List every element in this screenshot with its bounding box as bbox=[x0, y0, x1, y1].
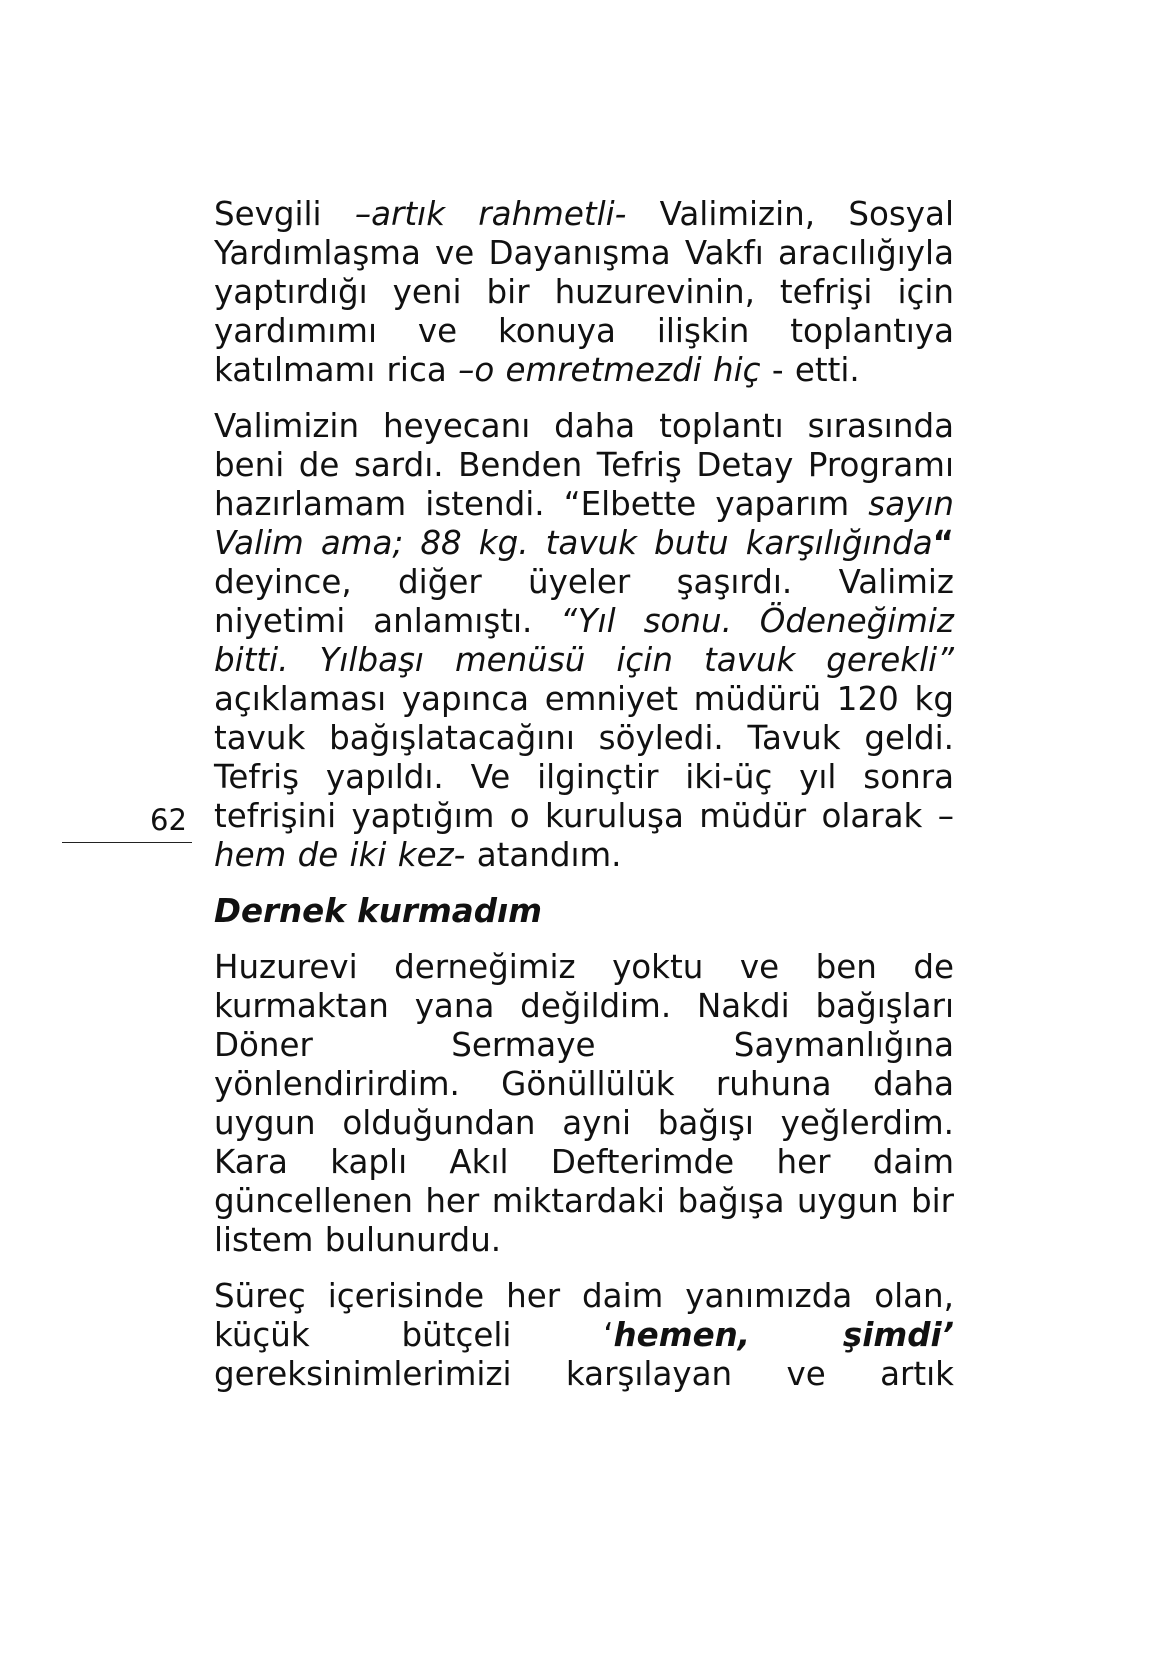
p2-text-h: atandım. bbox=[465, 836, 622, 874]
page-number: 62 bbox=[150, 803, 187, 837]
p2-text-d: deyince, diğer üyeler şaşırdı. Valimiz niyetimi anlamıştı. bbox=[214, 563, 954, 640]
p4-text-a: Süreç içerisinde her daim yanımızda olan, küçük bütçeli bbox=[214, 1277, 954, 1354]
p4-text-d: gereksinimlerimizi karşılayan ve artık bbox=[214, 1355, 954, 1393]
p1-italic-d: –o emretmezdi hiç bbox=[458, 351, 761, 389]
p4-quote-open: ‘ bbox=[603, 1316, 614, 1354]
paragraph-4 bbox=[214, 1277, 954, 1394]
paragraph-3: Huzurevi derneğimiz yoktu ve ben de kurmaktan yana değildim. Nakdi bağışları Döner Sermaye Saymanlığına yönlendirirdim. Gönüllülük ruhuna daha uygun olduğundan ayni bağışı yeğlerdim. Kara kaplı Akıl Defterimde her daim güncellenen her miktardaki bağışa uygun bir listem bulunurdu. bbox=[214, 948, 954, 1259]
page-number-rule bbox=[62, 842, 192, 843]
section-heading: Dernek kurmadım bbox=[214, 892, 542, 930]
p2-bold-quote: “ bbox=[932, 524, 954, 562]
p4-bold-italic-c: hemen, şimdi’ bbox=[613, 1316, 954, 1354]
p2-text-a: Valimizin heyecanı daha toplantı sırasında beni de sardı. Benden Tefriş Detay Programı hazırlamam istendi. “Elbette yaparım bbox=[214, 407, 954, 523]
p1-text-a: Sevgili bbox=[214, 195, 355, 233]
paragraph-2 bbox=[214, 407, 954, 875]
body-text bbox=[214, 195, 954, 1411]
p2-italic-g: hem de iki kez- bbox=[214, 836, 466, 874]
p2-italic-e: “Yıl sonu. Ödeneğimiz bitti. Yılbaşı menüsü için tavuk gerekli” bbox=[214, 602, 954, 679]
p1-italic-b: –artık rahmetli- bbox=[354, 195, 627, 233]
p2-text-f: açıklaması yapınca emniyet müdürü 120 kg tavuk bağışlatacağını söyledi. Tavuk geldi. Tefriş yapıldı. Ve ilginçtir iki-üç yıl sonra tefrişini yaptığım o kuruluşa müdür olarak – bbox=[214, 680, 954, 835]
p1-text-e: - etti. bbox=[760, 351, 860, 389]
p1-text-c: Valimizin, Sosyal Yardımlaşma ve Dayanışma Vakfı aracılığıyla yaptırdığı yeni bir huzurevinin, tefrişi için yardımımı ve konuya ilişkin toplantıya katılmamı rica bbox=[214, 195, 954, 389]
p2-italic-b: sayın Valim ama; 88 kg. tavuk butu karşılığında bbox=[214, 485, 954, 562]
paragraph-1 bbox=[214, 195, 954, 390]
